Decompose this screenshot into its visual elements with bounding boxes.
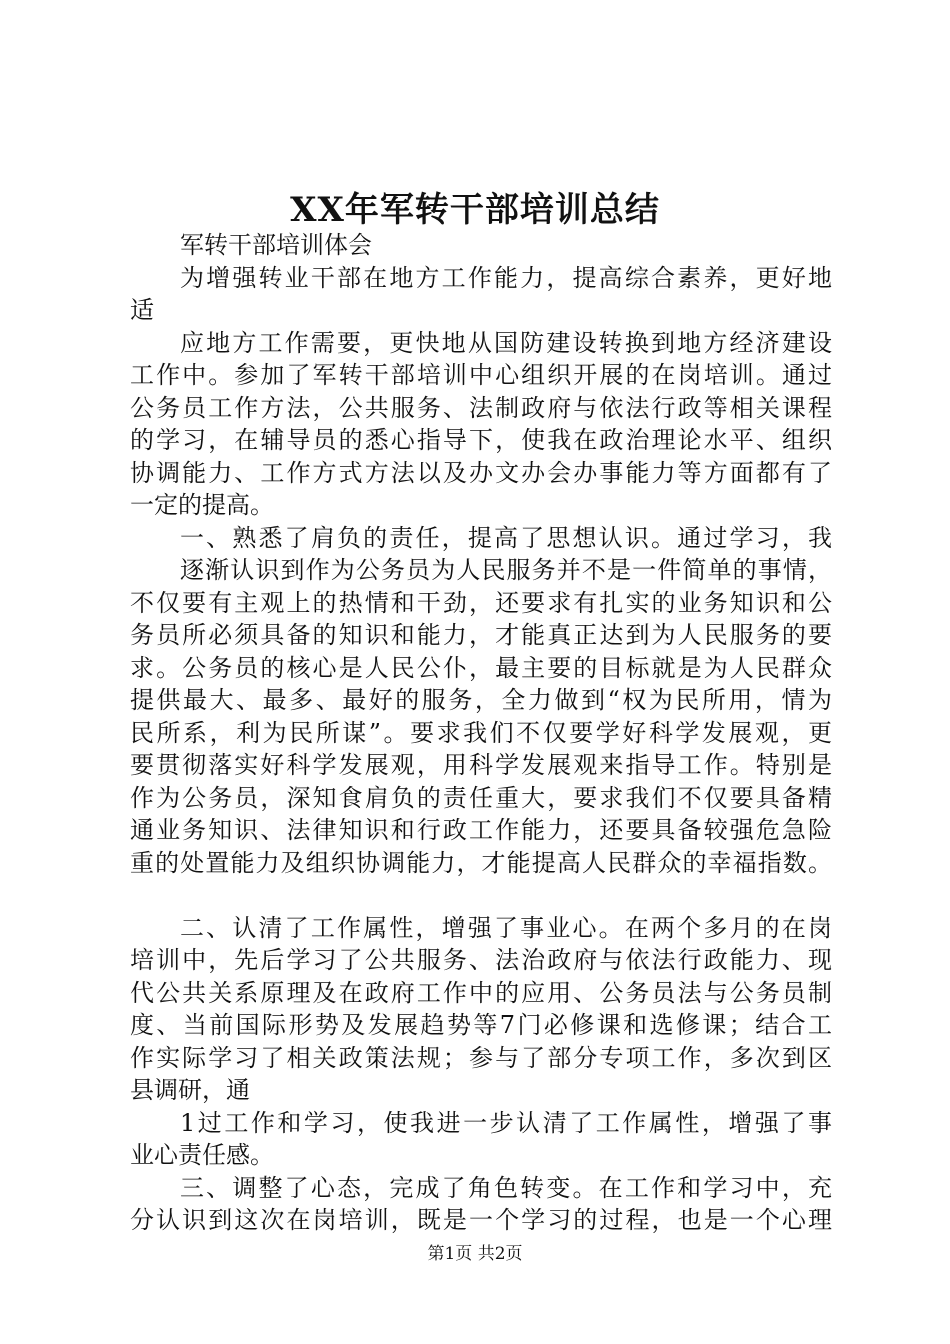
text-line: 业心责任感。 — [130, 1141, 274, 1169]
text-line: 1过工作和学习，使我进一步认清了工作属性，增强了事 — [180, 1108, 832, 1137]
text-line: 民所系，利为民所谋”。要求我们不仅要学好科学发展观，更 — [130, 718, 832, 747]
text-line: 军转干部培训体会 — [180, 231, 372, 259]
text-line: 培训中，先后学习了公共服务、法治政府与依法行政能力、现 — [130, 946, 832, 974]
text-line: 作实际学习了相关政策法规；参与了部分专项工作，多次到区 — [130, 1043, 832, 1072]
document-title: XX年军转干部培训总结 — [290, 190, 660, 230]
text-line: 县调研，通 — [130, 1076, 250, 1104]
text-line: 一定的提高。 — [130, 491, 274, 519]
text-line: 一、熟悉了肩负的责任，提高了思想认识。通过学习，我 — [180, 523, 832, 552]
text-line: 为增强转业干部在地方工作能力，提高综合素养，更好地 — [180, 263, 832, 292]
blank-line — [130, 879, 832, 912]
text-line: 分认识到这次在岗培训，既是一个学习的过程，也是一个心理 — [130, 1206, 832, 1234]
text-line: 度、当前国际形势及发展趋势等7门必修课和选修课；结合工 — [130, 1011, 832, 1039]
text-line: 不仅要有主观上的热情和干劲，还要求有扎实的业务知识和公 — [130, 588, 832, 617]
page-footer: 第1页 共2页 — [427, 1244, 523, 1264]
text-line: 二、认清了工作属性，增强了事业心。在两个多月的在岗 — [180, 913, 832, 942]
text-line: 逐渐认识到作为公务员为人民服务并不是一件简单的事情， — [180, 556, 832, 584]
text-line: 要贯彻落实好科学发展观，用科学发展观来指导工作。特别是 — [130, 751, 832, 779]
text-line: 公务员工作方法，公共服务、法制政府与依法行政等相关课程 — [130, 393, 832, 422]
document-body — [130, 229, 832, 1237]
text-line: 提供最大、最多、最好的服务，全力做到“权为民所用，情为 — [130, 686, 832, 714]
text-line: 求。公务员的核心是人民公仆，最主要的目标就是为人民群众 — [130, 653, 832, 682]
text-line: 适 — [130, 296, 154, 324]
text-line: 三、调整了心态，完成了角色转变。在工作和学习中，充 — [180, 1173, 832, 1202]
text-line: 应地方工作需要，更快地从国防建设转换到地方经济建设 — [180, 328, 832, 357]
text-line: 通业务知识、法律知识和行政工作能力，还要具备较强危急险 — [130, 816, 832, 844]
text-line: 的学习，在辅导员的悉心指导下，使我在政治理论水平、组织 — [130, 426, 832, 454]
text-line: 协调能力、工作方式方法以及办文办会办事能力等方面都有了 — [130, 458, 832, 487]
text-line: 作为公务员，深知食肩负的责任重大，要求我们不仅要具备精 — [130, 783, 832, 812]
text-line: 代公共关系原理及在政府工作中的应用、公务员法与公务员制 — [130, 978, 832, 1007]
text-line: 工作中。参加了军转干部培训中心组织开展的在岗培训。通过 — [130, 361, 832, 389]
text-line: 务员所必须具备的知识和能力，才能真正达到为人民服务的要 — [130, 621, 832, 649]
text-line: 重的处置能力及组织协调能力，才能提高人民群众的幸福指数。 — [130, 848, 832, 877]
